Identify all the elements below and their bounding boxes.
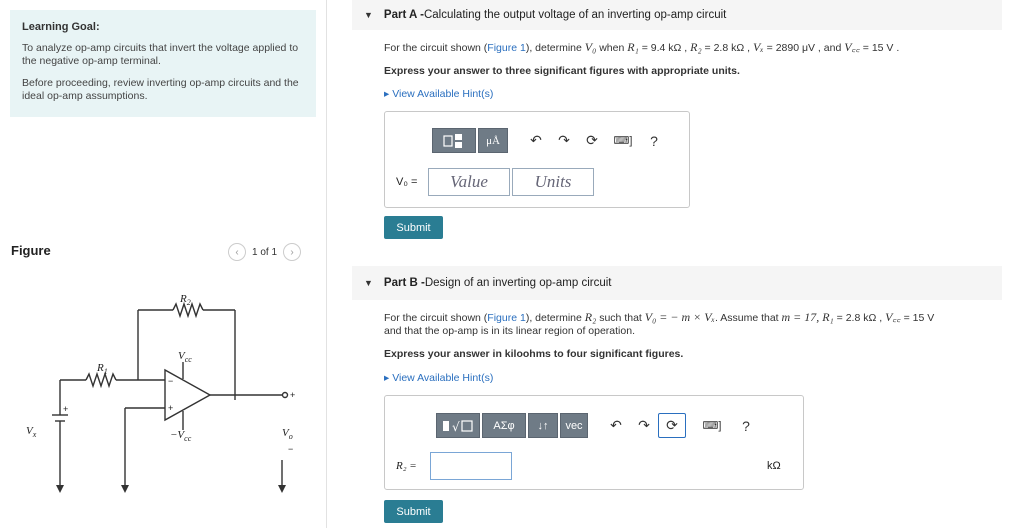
part-b-prompt-line2: and that the op-amp is in its linear region of operation. [384, 325, 635, 337]
next-figure-button[interactable]: › [283, 243, 301, 261]
ground-arrow-left [56, 485, 64, 493]
r2-input[interactable] [430, 452, 512, 480]
part-a-toolbar [432, 128, 668, 153]
undo-icon[interactable]: ↶ [530, 132, 542, 148]
reset-icon[interactable]: ⟳ [586, 132, 598, 148]
part-b-header[interactable] [352, 266, 1002, 300]
op-amp-circuit-diagram [20, 280, 310, 510]
column-divider [326, 0, 327, 528]
part-a-submit-button[interactable]: Submit [384, 216, 443, 239]
help-icon[interactable]: ? [742, 417, 750, 434]
arrows-button[interactable]: ↓↑ [528, 413, 558, 438]
prev-figure-button[interactable]: ‹ [228, 243, 246, 261]
label-vx: $V_x$ [26, 425, 37, 439]
label-vo: $V_o$ [282, 427, 293, 441]
part-b-var-label: R₂ = [396, 460, 417, 472]
ground-arrow-right [278, 485, 286, 493]
collapse-triangle-icon: ▼ [364, 10, 373, 20]
label-r2: $R_2$ [180, 293, 191, 307]
part-a-prompt: For the circuit shown (Figure 1), determine V₀ when R₁ = 9.4 kΩ , R₂ = 2.8 kΩ , Vₓ = 2890 μV , and V꜀꜀ = 15 V . [384, 40, 900, 54]
units-input[interactable]: Units [512, 168, 594, 196]
template-button[interactable] [432, 128, 476, 153]
units-button[interactable]: μÅ [478, 128, 508, 153]
label-neg-vcc: $-V_{cc}$ [170, 429, 192, 443]
learning-goal-review: Before proceeding, review inverting op-amp circuits and the ideal op-amp assumptions. [22, 77, 299, 102]
resistor-r1 [86, 374, 116, 386]
reset-icon[interactable]: ⟳ [658, 413, 686, 438]
part-a-var-label: V₀ = [396, 176, 418, 188]
output-plus: + [290, 390, 296, 400]
template-icon [442, 133, 466, 149]
vector-button[interactable]: vec [560, 413, 588, 438]
value-input[interactable]: Value [428, 168, 510, 196]
part-a-label: Part A - [383, 9, 424, 21]
part-b-title: Design of an inverting op-amp circuit [424, 277, 612, 289]
figure-page-count: 1 of 1 [252, 246, 278, 258]
part-b-prompt: For the circuit shown (Figure 1), determine R₂ such that V₀ = − m × Vₓ. Assume that m = 17, R₁ = 2.8 kΩ , V꜀꜀ = 15 V and that the op-amp is in its linear region of operation. [384, 310, 935, 337]
figure-title: Figure [11, 243, 51, 258]
opamp-minus: − [168, 376, 174, 386]
ground-arrow-center [121, 485, 129, 493]
help-icon[interactable]: ? [650, 132, 658, 149]
svg-text:√: √ [452, 419, 460, 434]
collapse-triangle-icon: ▼ [364, 278, 373, 288]
keyboard-icon[interactable]: ⌨] [613, 135, 633, 147]
template-radical-button[interactable] [436, 413, 480, 438]
redo-icon[interactable]: ↷ [558, 132, 570, 148]
part-b-hint-link[interactable]: ▸ View Available Hint(s) [384, 372, 494, 384]
part-b-submit-button[interactable]: Submit [384, 500, 443, 523]
output-terminal [283, 393, 288, 398]
label-vcc: $V_{cc}$ [178, 350, 192, 364]
part-a-title: Calculating the output voltage of an inverting op-amp circuit [423, 9, 727, 21]
source-plus: + [63, 404, 69, 414]
radical-template-icon [441, 418, 475, 434]
label-r1: $R_1$ [97, 362, 108, 376]
part-b-toolbar [436, 413, 760, 438]
figure-link[interactable]: Figure 1 [487, 312, 526, 324]
keyboard-icon[interactable]: ⌨] [702, 420, 722, 432]
part-b-instruction: Express your answer in kiloohms to four significant figures. [384, 348, 684, 360]
greek-symbols-button[interactable]: ΑΣφ [482, 413, 526, 438]
part-b-answer-box [384, 395, 804, 490]
part-b-label: Part B - [383, 277, 425, 289]
figure-pager [228, 243, 301, 261]
part-a-hint-link[interactable]: ▸ View Available Hint(s) [384, 88, 494, 100]
learning-goal-box [10, 10, 316, 117]
learning-goal-text: To analyze op-amp circuits that invert the voltage applied to the negative op-amp terminal. [22, 42, 299, 67]
opamp-plus: + [168, 403, 174, 413]
learning-goal-title: Learning Goal: [22, 21, 100, 33]
part-a-header[interactable] [352, 0, 1002, 30]
redo-icon[interactable]: ↷ [638, 417, 650, 433]
part-a-answer-box [384, 111, 690, 208]
output-minus: − [288, 444, 294, 454]
part-b-unit: kΩ [767, 460, 781, 472]
undo-icon[interactable]: ↶ [610, 417, 622, 433]
part-a-instruction: Express your answer to three significant figures with appropriate units. [384, 65, 740, 77]
figure-link[interactable]: Figure 1 [487, 42, 526, 54]
